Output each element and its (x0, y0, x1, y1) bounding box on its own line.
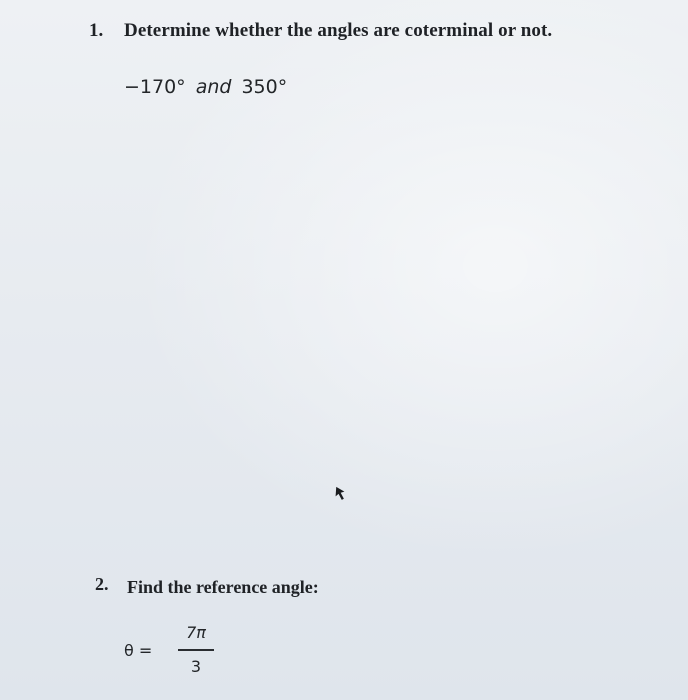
question-1-text: Determine whether the angles are coterminal or not. (124, 20, 553, 41)
mouse-pointer-icon (334, 486, 346, 502)
fraction-numerator: 7π (186, 623, 206, 642)
fraction-bar (178, 649, 214, 651)
fraction-denominator: 3 (190, 656, 202, 676)
theta-label: θ = (124, 641, 153, 660)
angle-connector: and (195, 76, 232, 98)
angle-b: 350° (241, 76, 288, 98)
theta-equation (124, 623, 244, 683)
angle-a: −170° (124, 76, 186, 98)
question-1-number: 1. (89, 20, 104, 41)
fraction (178, 623, 214, 677)
question-2-number: 2. (95, 574, 109, 594)
question-2-text: Find the reference angle: (127, 577, 319, 597)
question-1-angles (124, 76, 287, 98)
